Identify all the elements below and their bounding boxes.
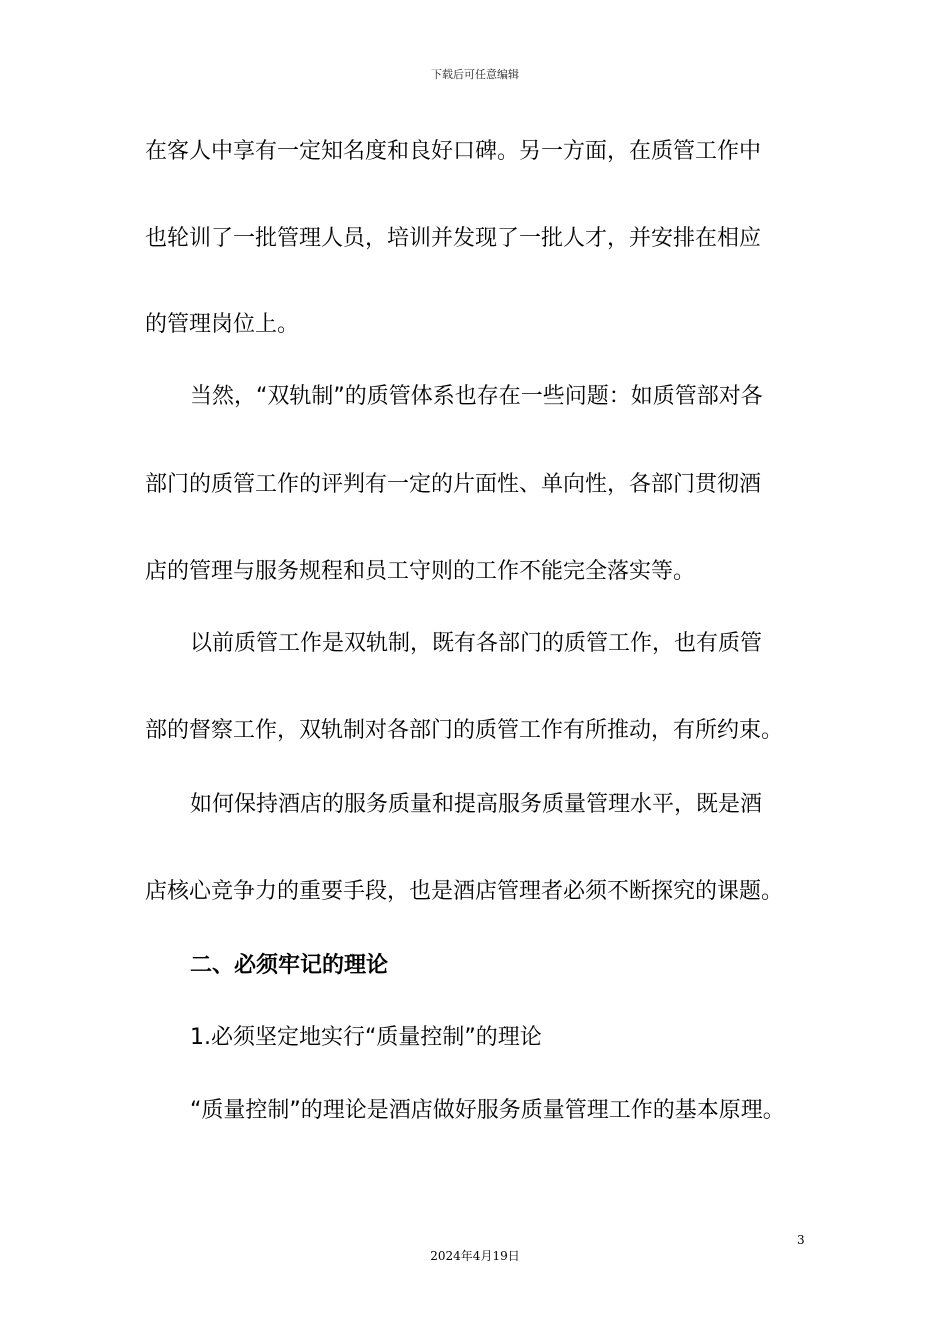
page-header: 下载后可任意编辑	[431, 68, 519, 81]
body-line-7: 以前质管工作是双轨制，既有各部门的质管工作，也有质管	[190, 631, 763, 656]
page-number: 3	[797, 1233, 805, 1247]
subsection-heading: 1.必须坚定地实行“质量控制”的理论	[190, 1025, 542, 1050]
body-line-6: 店的管理与服务规程和员工守则的工作不能完全落实等。	[145, 559, 696, 584]
section-heading: 二、必须牢记的理论	[190, 953, 389, 978]
body-line-9: 如何保持酒店的服务质量和提高服务质量管理水平，既是酒	[190, 792, 763, 817]
body-line-2: 也轮训了一批管理人员，培训并发现了一批人才，并安排在相应	[145, 226, 762, 251]
footer-date: 2024年4月19日	[430, 1249, 520, 1263]
body-line-3: 的管理岗位上。	[145, 312, 300, 337]
body-line-10: 店核心竞争力的重要手段，也是酒店管理者必须不断探究的课题。	[145, 879, 784, 904]
body-line-1: 在客人中享有一定知名度和良好口碑。另一方面，在质管工作中	[145, 139, 762, 164]
body-line-5: 部门的质管工作的评判有一定的片面性、单向性，各部门贯彻酒	[145, 472, 762, 497]
body-line-13: “质量控制”的理论是酒店做好服务质量管理工作的基本原理。	[190, 1098, 785, 1123]
body-line-4: 当然，“双轨制”的质管体系也存在一些问题：如质管部对各	[190, 384, 763, 409]
body-line-8: 部的督察工作，双轨制对各部门的质管工作有所推动，有所约束。	[145, 718, 784, 743]
